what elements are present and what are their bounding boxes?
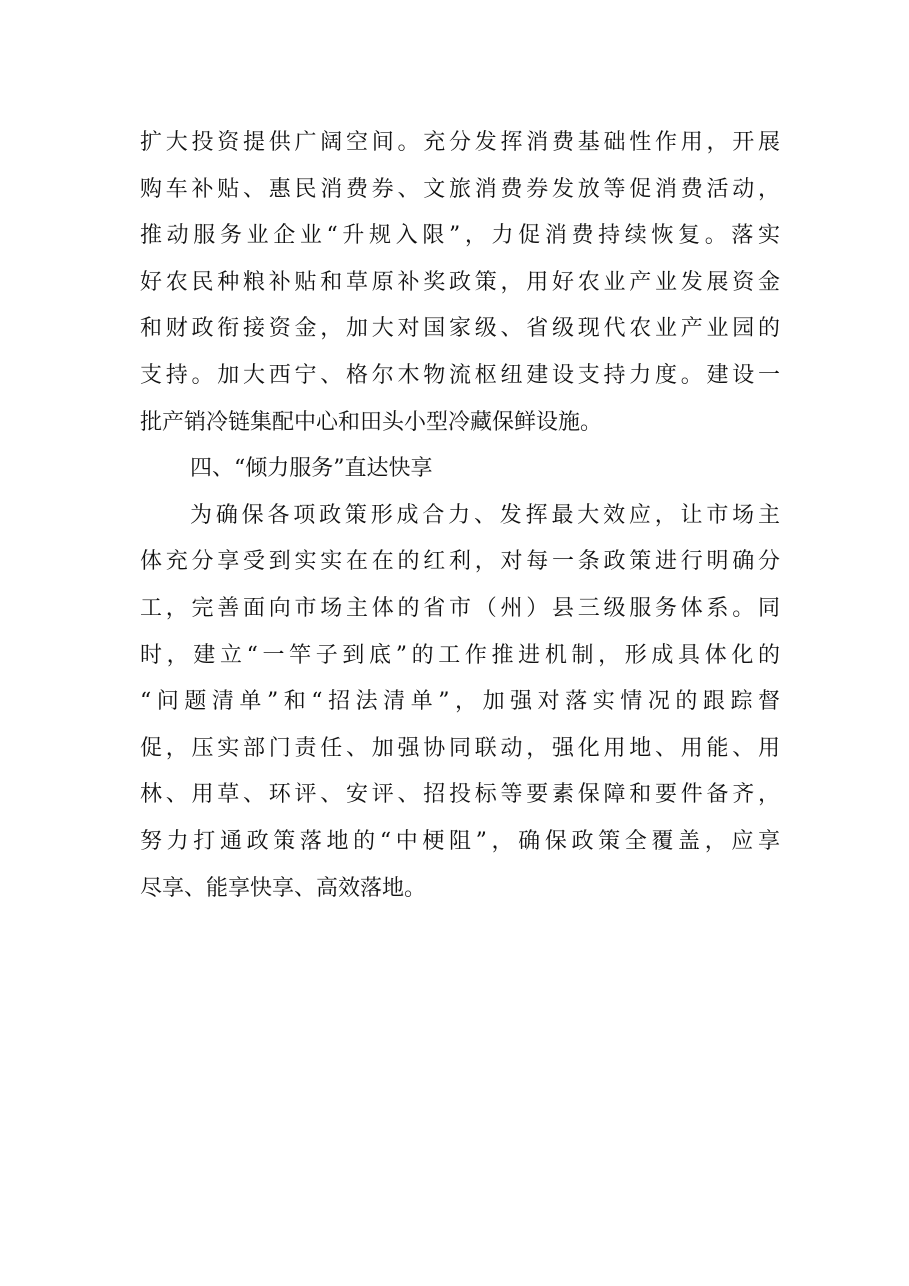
paragraph-line: 林、用草、环评、安评、招投标等要素保障和要件备齐， [140, 782, 780, 808]
paragraph-line: 批产销冷链集配中心和田头小型冷藏保鲜设施。 [140, 409, 603, 435]
paragraph-line: 好农民种粮补贴和草原补奖政策，用好农业产业发展资金 [140, 269, 780, 295]
paragraph-line: 扩大投资提供广阔空间。充分发挥消费基础性作用，开展 [140, 130, 780, 155]
paragraph-line: 尽享、能享快享、高效落地。 [140, 875, 427, 901]
paragraph-line: 和财政衔接资金，加大对国家级、省级现代农业产业园的 [140, 316, 780, 342]
paragraph-line: 努力打通政策落地的“中梗阻”，确保政策全覆盖，应享 [140, 828, 780, 854]
paragraph-line: 购车补贴、惠民消费券、文旅消费券发放等促消费活动， [140, 176, 780, 202]
paragraph-line: 促，压实部门责任、加强协同联动，强化用地、用能、用 [140, 735, 780, 761]
paragraph-line: 体充分享受到实实在在的红利，对每一条政策进行明确分 [140, 549, 780, 575]
paragraph-line: 为确保各项政策形成合力、发挥最大效应，让市场主 [190, 502, 780, 528]
paragraph-line: 支持。加大西宁、格尔木物流枢纽建设支持力度。建设一 [140, 362, 780, 388]
section-heading: 四、“倾力服务”直达快享 [190, 456, 433, 482]
paragraph-line: 推动服务业企业“升规入限”，力促消费持续恢复。落实 [140, 223, 780, 249]
paragraph-line: 时，建立“一竿子到底”的工作推进机制，形成具体化的 [140, 642, 780, 668]
paragraph-line: 工，完善面向市场主体的省市（州）县三级服务体系。同 [140, 595, 780, 621]
paragraph-line: “问题清单”和“招法清单”，加强对落实情况的跟踪督 [140, 689, 780, 715]
paragraph-investment-consumption [140, 120, 780, 446]
paragraph-service-delivery [140, 493, 780, 912]
body-text [140, 120, 780, 912]
